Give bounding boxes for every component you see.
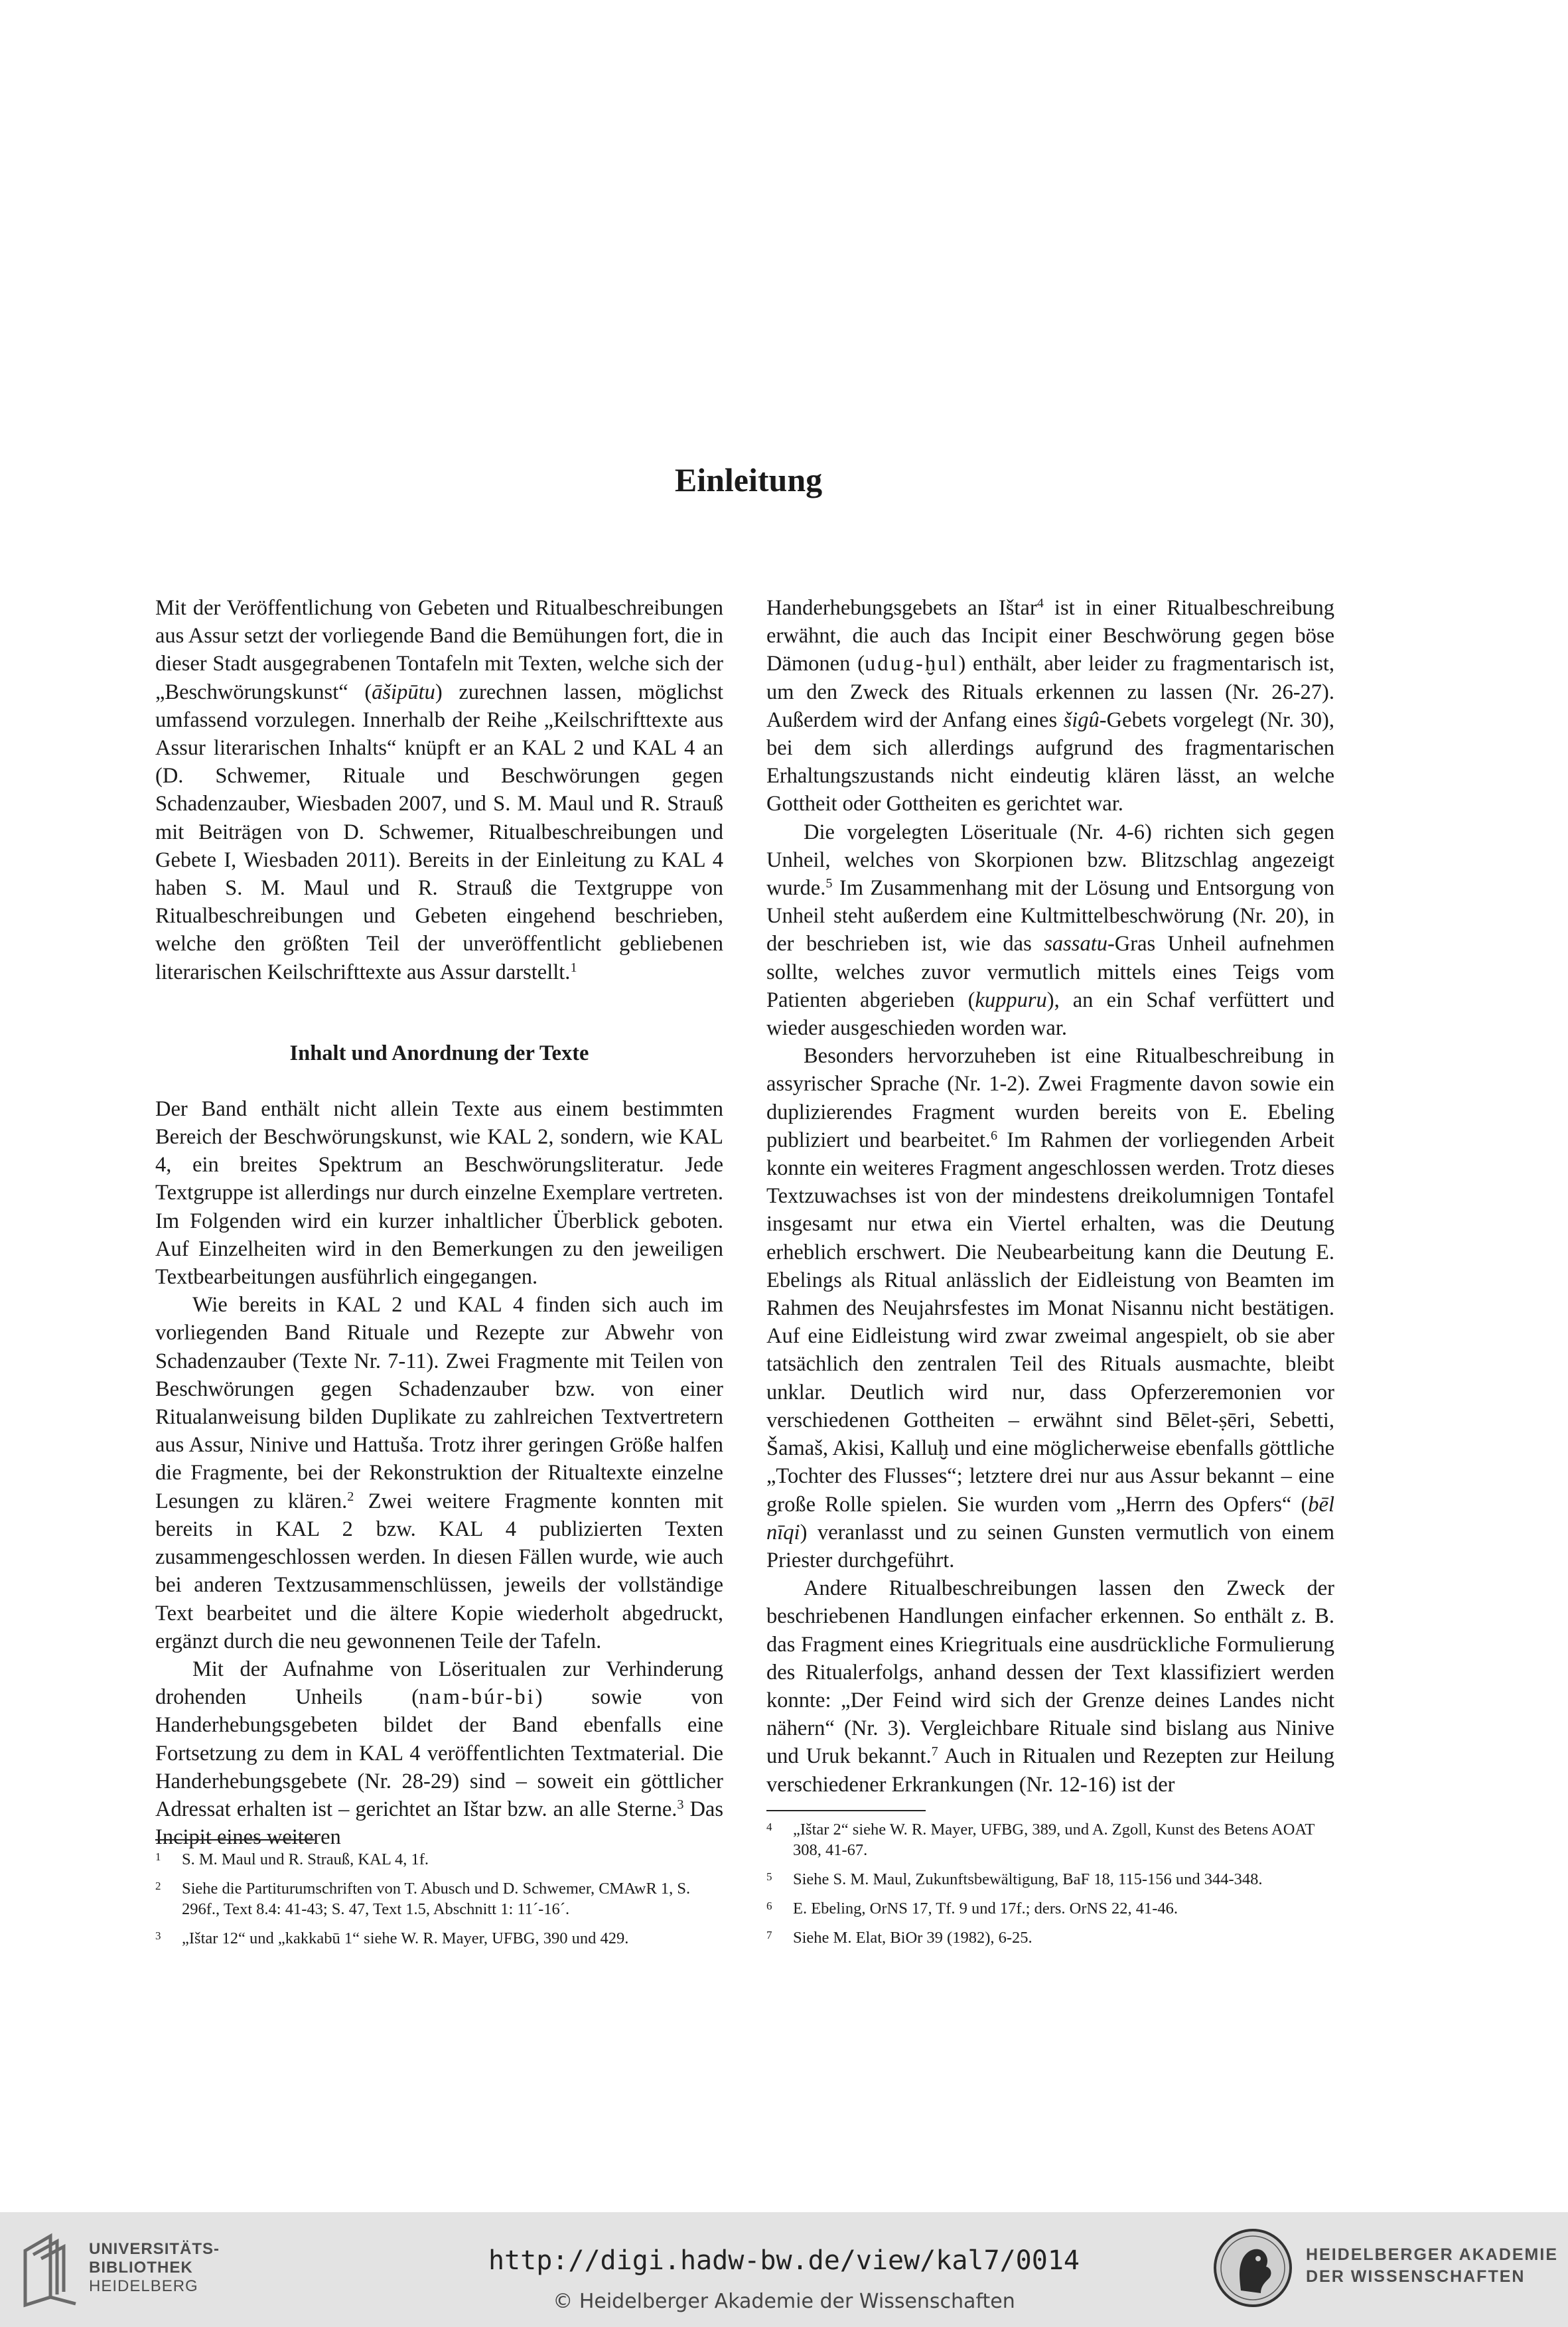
footnote: 5 Siehe S. M. Maul, Zukunftsbewältigung, BaF 18, 115-156 und 344-348. [766,1870,1263,1888]
library-name: UNIVERSITÄTS- BIBLIOTHEK HEIDELBERG [89,2240,220,2295]
paragraph: Die vorgelegten Löserituale (Nr. 4-6) richten sich gegen Unheil, welches von Skorpionen bzw. Blitzschlag angezeigt wurde.$^5$ Im Zusammenhang mit der Lösung und Entsorgung von Unheil steht außerdem eine Kultmittelbeschwörung (Nr. 20), in der beschrieben ist, wie das sassatu-Gras Unheil aufnehmen sollte, welches zuvor vermutlich mittels eines Teigs vom Patienten abgerieben (kuppuru), an ein Schaf verfüttert und wieder ausgeschieden worden war. [766,820,1334,1041]
footnote: 3 „Ištar 12“ und „kakkabū 1“ siehe W. R. Mayer, UFBG, 390 und 429. [155,1929,629,1947]
footnote-ref[interactable]: 1 [570,960,577,975]
footnote-ref[interactable]: 5 [825,875,833,891]
footnote-ref[interactable]: 3 [677,1797,684,1812]
footnote-ref[interactable]: 6 [990,1128,998,1143]
paragraph: Der Band enthält nicht allein Texte aus einem bestimmten Bereich der Beschwörungskunst, wie KAL 2, sondern, wie KAL 4, ein breites Spektrum an Beschwörungsliteratur. Jede Textgruppe ist allerdings nur durch einzelne Exemplare vertreten. Im Folgenden wird ein kurzer inhaltlicher Überblick geboten. Auf Einzelheiten wird in den Bemerkungen zu den jeweiligen Textbearbeitungen ausführlich eingegangen. [155,1096,723,1290]
page-url-link[interactable]: http://digi.hadw-bw.de/view/kal7/0014 [488,2245,1080,2276]
footnote: 7 Siehe M. Elat, BiOr 39 (1982), 6-25. [766,1929,1033,1947]
right-column [766,594,1334,1799]
footnote-ref[interactable]: 7 [931,1744,938,1760]
footnote-rule [766,1810,926,1811]
footnote: 4 „Ištar 2“ siehe W. R. Mayer, UFBG, 389, und A. Zgoll, Kunst des Betens AOAT 308, 41-67. [766,1821,1315,1859]
footnote-ref[interactable]: 2 [347,1489,354,1504]
academy-name: HEIDELBERGER AKADEMIE DER WISSENSCHAFTEN [1306,2245,1558,2286]
section-heading: Inhalt und Anordnung der Texte [289,1041,589,1065]
footnote: 1 S. M. Maul und R. Strauß, KAL 4, 1f. [155,1850,429,1868]
footnote: 6 E. Ebeling, OrNS 17, Tf. 9 und 17f.; ders. OrNS 22, 41-46. [766,1900,1178,1917]
footnote-ref[interactable]: 4 [1036,595,1044,611]
footer-bar [0,2212,1568,2327]
left-column [155,594,723,1851]
paragraph: Handerhebungsgebets an Ištar$^4$ ist in einer Ritualbeschreibung erwähnt, die auch das Incipit einer Beschwörung gegen böse Dämonen (udug-ḫul) enthält, aber leider zu fragmentarisch ist, um den Zweck des Rituals erkennen zu lassen (Nr. 26-27). Außerdem wird der Anfang eines šigû-Gebets vorgelegt (Nr. 30), bei dem sich allerdings aufgrund des fragmentarischen Erhaltungszustands nicht eindeutig klären lässt, an welche Gottheit oder Gottheiten es gerichtet war. [766,595,1334,816]
paragraph: Mit der Veröffentlichung von Gebeten und Ritualbeschreibungen aus Assur setzt der vorliegende Band die Bemühungen fort, die in dieser Stadt ausgegrabenen Tontafeln mit Texten, welche sich der „Beschwörungskunst“ (āšipūtu) zurechnen lassen, möglichst umfassend vorzulegen. Innerhalb der Reihe „Keilschrifttexte aus Assur literarischen Inhalts“ knüpft er an KAL 2 und KAL 4 an (D. Schwemer, Rituale und Beschwörungen gegen Schadenzauber, Wiesbaden 2007, und S. M. Maul und R. Strauß mit Beiträgen von D. Schwemer, Ritualbeschreibungen und Gebete I, Wiesbaden 2011). Bereits in der Einleitung zu KAL 4 haben S. M. Maul und R. Strauß die Textgruppe von Ritualbeschreibungen und Gebeten eingehend beschrieben, welche den größten Teil der unveröffentlicht gebliebenen literarischen Keilschrifttexte aus Assur darstellt.$^1$ [155,596,724,984]
copyright-notice: © Heidelberger Akademie der Wissenschaften [553,2290,1015,2313]
right-footnotes [766,1819,1334,1957]
footnote-rule [155,1839,315,1840]
paragraph: Mit der Aufnahme von Löseritualen zur Verhinderung drohenden Unheils (nam-búr-bi) sowie von Handerhebungsgebeten bildet der Band ebenfalls eine Fortsetzung zu dem in KAL 4 veröffentlichten Textmaterial. Die Handerhebungsgebete (Nr. 28-29) sind – soweit ein göttlicher Adressat erhalten ist – gerichtet an Ištar bzw. an alle Sterne.$^3$ Das Incipit eines weiteren [155,1657,723,1850]
paragraph: Andere Ritualbeschreibungen lassen den Zweck der beschriebenen Handlungen einfacher erkennen. So enthält z. B. das Fragment eines Kriegrituals eine ausdrückliche Formulierung des Ritualerfolgs, anhand dessen der Text klassifiziert werden konnte: „Der Feind wird sich der Grenze deines Landes nicht nähern“ (Nr. 3). Vergleichbare Rituale sind bislang aus Ninive und Uruk bekannt.$^7$ Auch in Ritualen und Rezepten zur Heilung verschiedener Erkrankungen (Nr. 12-16) ist der [766,1576,1334,1797]
footnote: 2 Siehe die Partiturumschriften von T. Abusch und D. Schwemer, CMAwR 1, S. 296f., Text 8.4: 41-43; S. 47, Text 1.5, Abschnitt 1: 11´-16´. [155,1880,691,1918]
left-footnotes [155,1849,723,1957]
academy-seal-icon [1212,2227,1294,2309]
paragraph: Wie bereits in KAL 2 und KAL 4 finden sich auch im vorliegenden Band Rituale und Rezepte zur Abwehr von Schadenzauber (Texte Nr. 7-11). Zwei Fragmente mit Teilen von Beschwörungen gegen Schadenzauber bzw. von einer Ritualanweisung bilden Duplikate zu zahlreichen Textvertretern aus Assur, Ninive und Hattuša. Trotz ihrer geringen Größe halfen die Fragmente, bei der Rekonstruktion der Ritualtexte einzelne Lesungen zu klären.$^2$ Zwei weitere Fragmente konnten mit bereits in KAL 2 bzw. KAL 4 publizierten Texten zusammengeschlossen werden. In diesen Fällen wurde, wie auch bei anderen Textzusammenschlüssen, jeweils der vollständige Text bearbeitet und die ältere Kopie wiederholt abgedruckt, ergänzt durch die neu gewonnenen Teile der Tafeln. [155,1293,723,1653]
paragraph: Besonders hervorzuheben ist eine Ritualbeschreibung in assyrischer Sprache (Nr. 1-2). Zwei Fragmente davon sowie ein duplizierendes Fragment wurden bereits von E. Ebeling publiziert und bearbeitet.$^6$ Im Rahmen der vorliegenden Arbeit konnte ein weiteres Fragment angeschlossen werden. Trotz dieses Textzuwachses ist von der mindestens dreikolumnigen Tontafel insgesamt nur etwa ein Viertel erhalten, was die Deutung erheblich erschwert. Die Neubearbeitung kann die Deutung E. Ebelings als Ritual anlässlich der Eidleistung von Beamten im Rahmen des Neujahrsfestes im Monat Nisannu nicht bestätigen. Auf eine Eidleistung wird zwar zweimal angespielt, ob sie aber tatsächlich den zentralen Teil des Rituals ausmachte, bleibt unklar. Deutlich wird nur, dass Opferzeremonien vor verschiedenen Gottheiten – erwähnt sind Bēlet-ṣēri, Sebetti, Šamaš, Akisi, Kalluḫ und eine möglicherweise ebenfalls göttliche „Tochter des Flusses“; letztere drei nur aus Assur bekannt – eine große Rolle spielen. Sie wurden vom „Herrn des Opfers“ (bēl nīqi) veranlasst und zu seinen Gunsten vermutlich von einem Priester durchgeführt. [766,1044,1334,1572]
page-title: Einleitung [674,461,823,498]
